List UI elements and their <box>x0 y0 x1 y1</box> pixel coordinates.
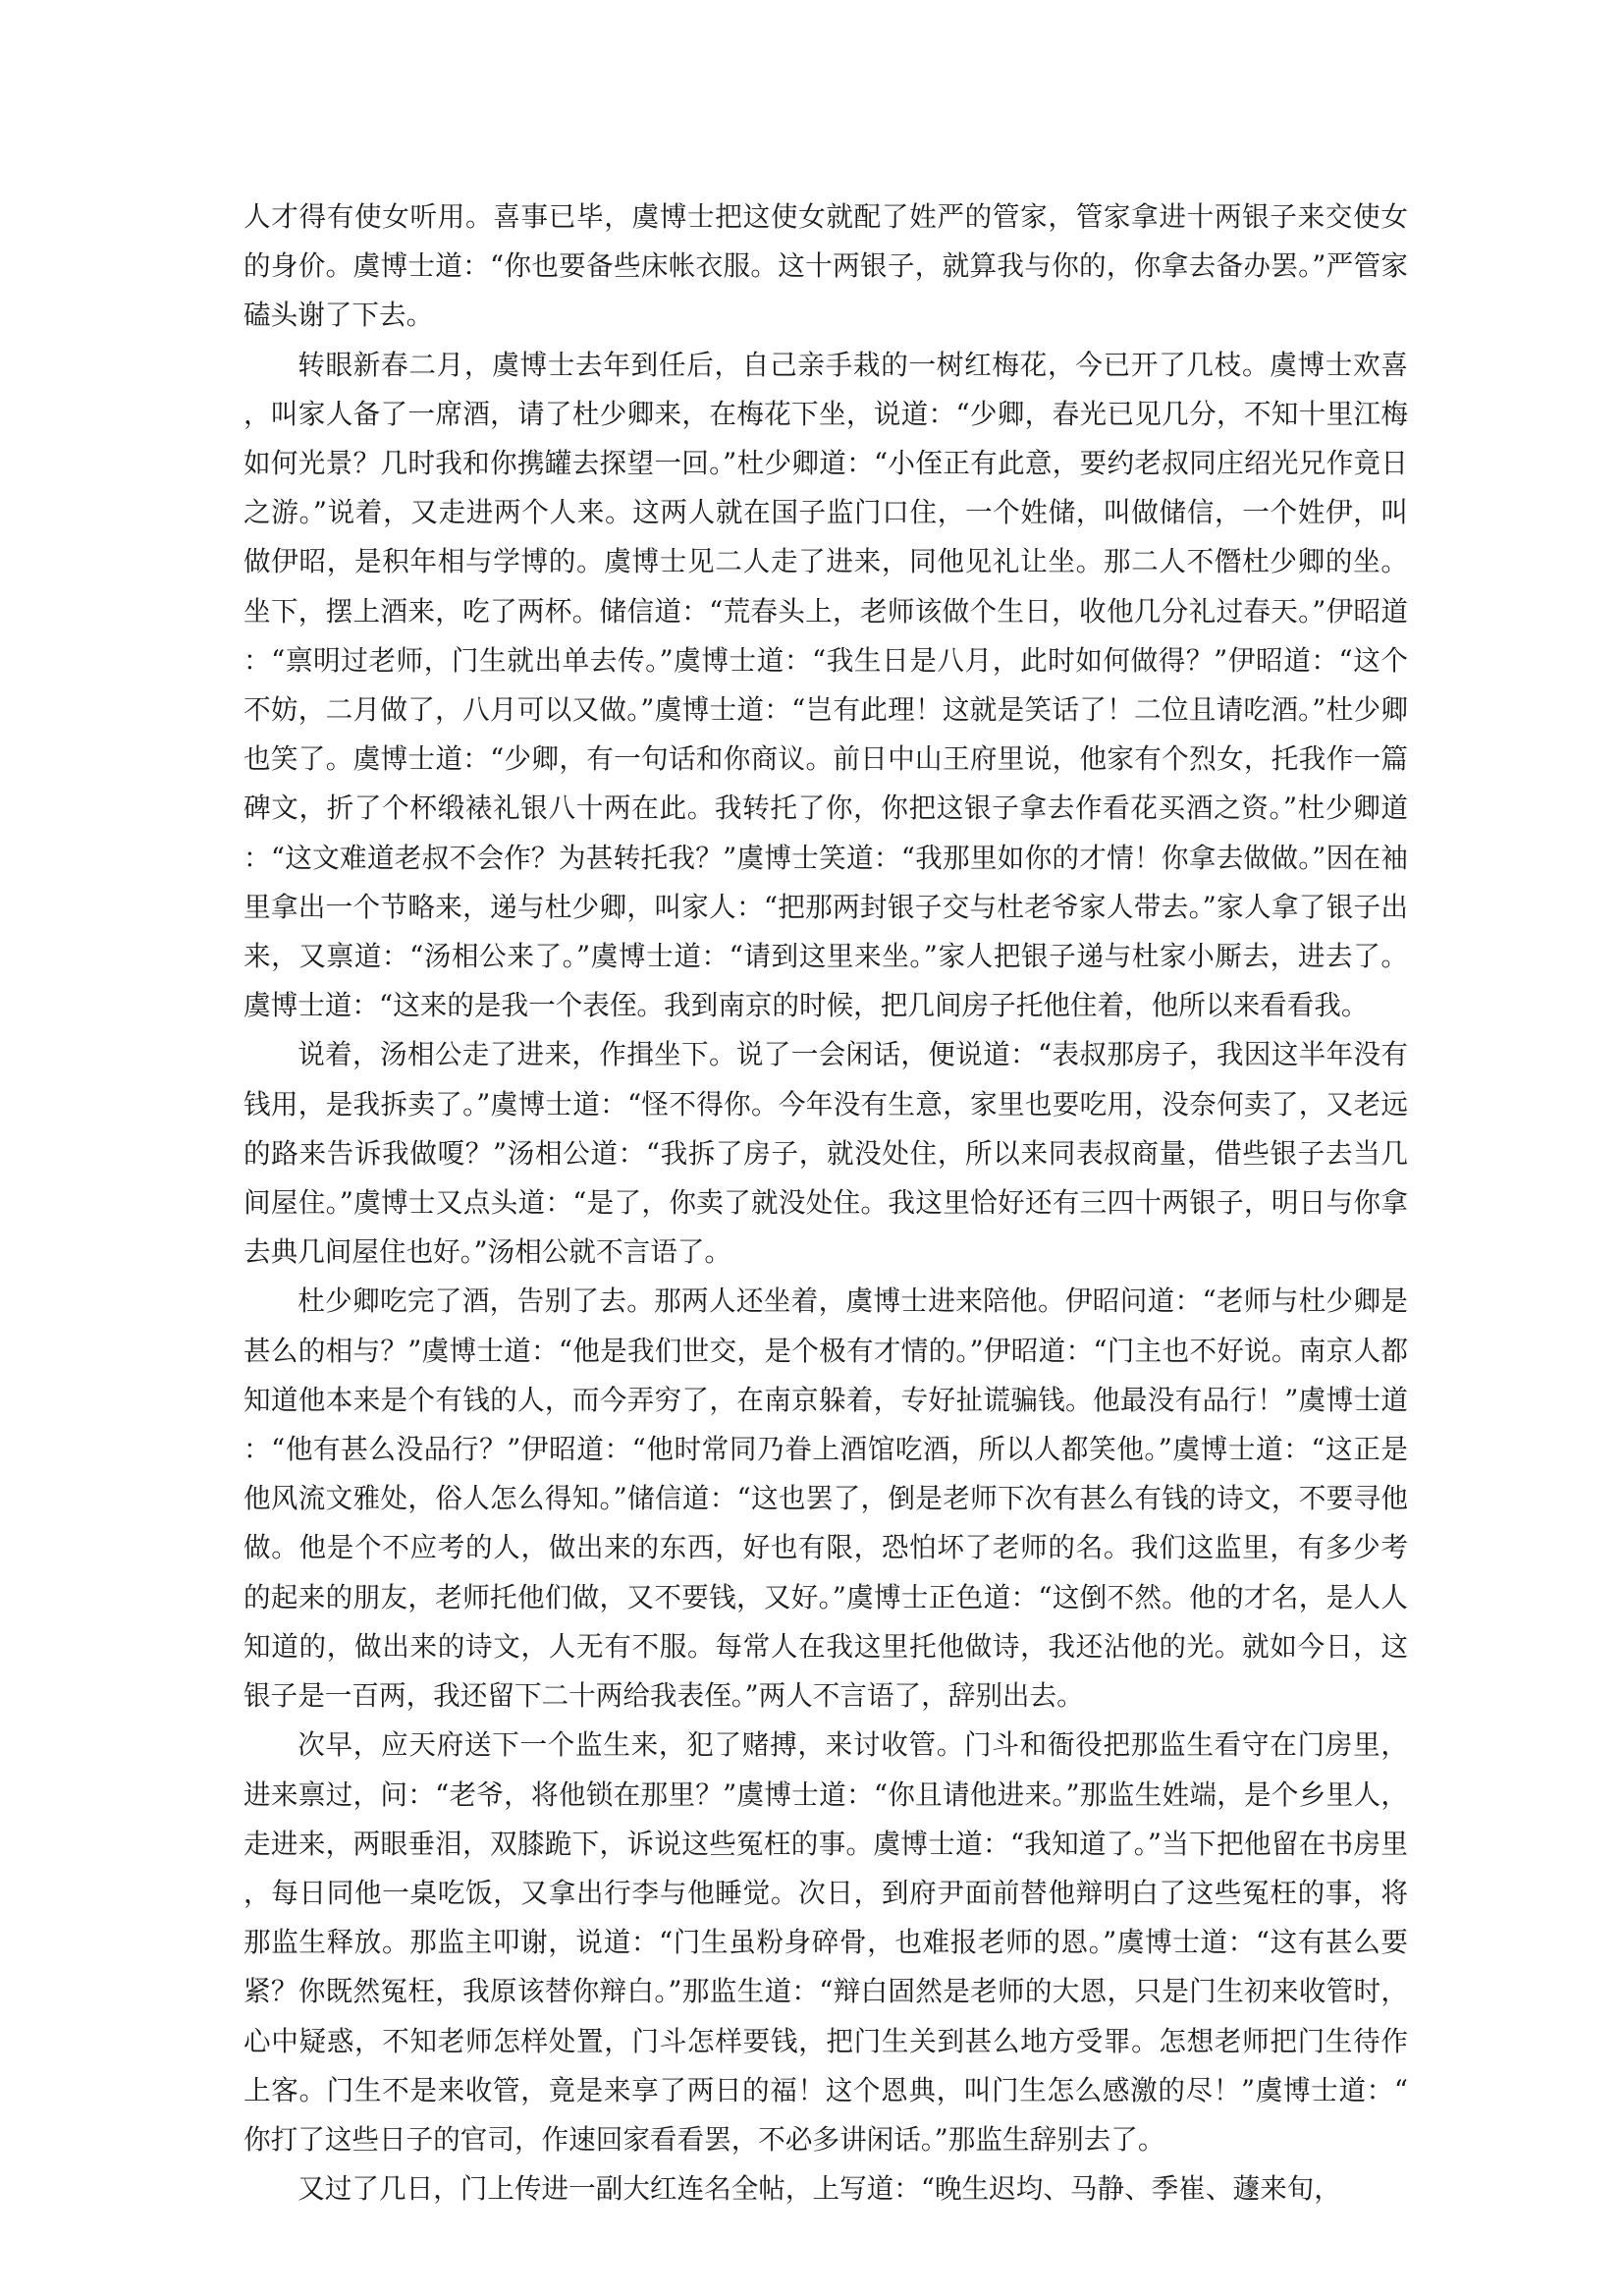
paragraph-2: 转眼新春二月，虞博士去年到任后，自己亲手栽的一树红梅花，今已开了几枝。虞博士欢喜，叫家人备了一席酒，请了杜少卿来，在梅花下坐，说道：“少卿，春光已见几分，不知十里江梅如何光景？几时我和你携罐去探望一回。”杜少卿道：“小侄正有此意，要约老叔同庄绍光兄作竟日之游。”说着，又走进两个人来。这两人就在国子监门口住，一个姓储，叫做储信，一个姓伊，叫做伊昭，是积年相与学博的。虞博士见二人走了进来，同他见礼让坐。那二人不僭杜少卿的坐。坐下，摆上酒来，吃了两杯。储信道：“荒春头上，老师该做个生日，收他几分礼过春天。”伊昭道：“禀明过老师，门生就出单去传。”虞博士道：“我生日是八月，此时如何做得？”伊昭道：“这个不妨，二月做了，八月可以又做。”虞博士道：“岂有此理！这就是笑话了！二位且请吃酒。”杜少卿也笑了。虞博士道：“少卿，有一句话和你商议。前日中山王府里说，他家有个烈女，托我作一篇碑文，折了个杯缎裱礼银八十两在此。我转托了你，你把这银子拿去作看花买酒之资。”杜少卿道：“这文难道老叔不会作？为甚转托我？”虞博士笑道：“我那里如你的才情！你拿去做做。”因在袖里拿出一个节略来，递与杜少卿，叫家人：“把那两封银子交与杜老爷家人带去。”家人拿了银子出来，又禀道：“汤相公来了。”虞博士道：“请到这里来坐。”家人把银子递与杜家小厮去，进去了。虞博士道：“这来的是我一个表侄。我到南京的时候，把几间房子托他住着，他所以来看看我。 <box>243 348 1408 1022</box>
paragraph-3: 说着，汤相公走了进来，作揖坐下。说了一会闲话，便说道：“表叔那房子，我因这半年没有钱用，是我拆卖了。”虞博士道：“怪不得你。今年没有生意，家里也要吃用，没奈何卖了，又老远的路来告诉我做嗄？”汤相公道：“我拆了房子，就没处住，所以来同表叔商量，借些银子去当几间屋住。”虞博士又点头道：“是了，你卖了就没处住。我这里恰好还有三四十两银子，明日与你拿去典几间屋住也好。”汤相公就不言语了。 <box>243 1038 1408 1269</box>
body-text <box>243 192 1408 2214</box>
paragraph-1: 人才得有使女听用。喜事已毕，虞博士把这使女就配了姓严的管家，管家拿进十两银子来交使女的身价。虞博士道：“你也要备些床帐衣服。这十两银子，就算我与你的，你拿去备办罢。”严管家磕头谢了下去。 <box>243 200 1408 332</box>
paragraph-6: 又过了几日，门上传进一副大红连名全帖，上写道：“晚生迟均、马静、季崔、蘧来旬， <box>298 2172 1341 2206</box>
paragraph-5: 次早，应天府送下一个监生来，犯了赌搏，来讨收管。门斗和衙役把那监生看守在门房里，进来禀过，问：“老爷，将他锁在那里？”虞博士道：“你且请他进来。”那监生姓端，是个乡里人，走进来，两眼垂泪，双膝跪下，诉说这些冤枉的事。虞博士道：“我知道了。”当下把他留在书房里，每日同他一桌吃饭，又拿出行李与他睡觉。次日，到府尹面前替他辩明白了这些冤枉的事，将那监生释放。那监主叩谢，说道：“门生虽粉身碎骨，也难报老师的恩。”虞博士道：“这有甚么要紧？你既然冤枉，我原该替你辩白。”那监生道：“辩白固然是老师的大恩，只是门生初来收管时，心中疑惑，不知老师怎样处置，门斗怎样要钱，把门生关到甚么地方受罪。怎想老师把门生待作上客。门生不是来收管，竟是来享了两日的福！这个恩典，叫门生怎么感激的尽！”虞博士道：“你打了这些日子的官司，作速回家看看罢，不必多讲闲话。”那监生辞别去了。 <box>243 1728 1408 2156</box>
paragraph-4: 杜少卿吃完了酒，告别了去。那两人还坐着，虞博士进来陪他。伊昭问道：“老师与杜少卿是甚么的相与？”虞博士道：“他是我们世交，是个极有才情的。”伊昭道：“门主也不好说。南京人都知道他本来是个有钱的人，而今弄穷了，在南京躲着，专好扯谎骗钱。他最没有品行！”虞博士道：“他有甚么没品行？”伊昭道：“他时常同乃眷上酒馆吃酒，所以人都笑他。”虞博士道：“这正是他风流文雅处，俗人怎么得知。”储信道：“这也罢了，倒是老师下次有甚么有钱的诗文，不要寻他做。他是个不应考的人，做出来的东西，好也有限，恐怕坏了老师的名。我们这监里，有多少考的起来的朋友，老师托他们做，又不要钱，又好。”虞博士正色道：“这倒不然。他的才名，是人人知道的，做出来的诗文，人无有不服。每常人在我这里托他做诗，我还沾他的光。就如今日，这银子是一百两，我还留下二十两给我表侄。”两人不言语了，辞别出去。 <box>243 1285 1408 1713</box>
